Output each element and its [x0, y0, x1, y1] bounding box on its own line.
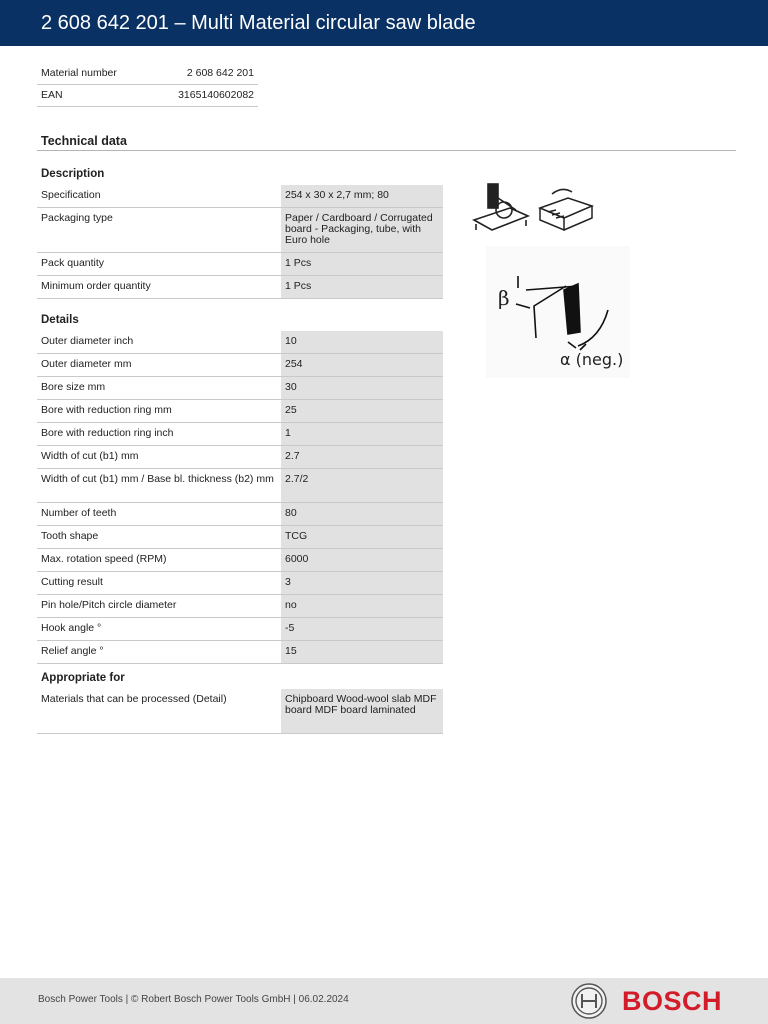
row-value: 254 x 30 x 2,7 mm; 80 [281, 185, 443, 207]
row-value: 25 [281, 400, 443, 422]
technical-data-heading: Technical data [41, 134, 127, 148]
table-row [37, 595, 443, 618]
table-row [37, 208, 443, 253]
alpha-label: α (neg.) [560, 350, 624, 369]
row-value: Paper / Cardboard / Corrugated board - Packaging, tube, with Euro hole [281, 208, 443, 252]
table-saw-icon-wrap [536, 184, 596, 239]
table-row [37, 400, 443, 423]
row-label: Specification [41, 189, 101, 201]
row-value: 10 [281, 331, 443, 353]
table-row [37, 423, 443, 446]
table-row [37, 276, 443, 299]
page-title: 2 608 642 201 – Multi Material circular saw blade [41, 12, 476, 34]
ean-value: 3165140602082 [178, 89, 254, 101]
row-label: Packaging type [41, 212, 113, 224]
table-row [37, 549, 443, 572]
row-label: Bore with reduction ring mm [41, 404, 172, 416]
table-row [37, 526, 443, 549]
table-row [37, 331, 443, 354]
table-row [37, 689, 443, 734]
table-row [37, 377, 443, 400]
row-label: Relief angle ° [41, 645, 104, 657]
row-label: Hook angle ° [41, 622, 102, 634]
row-label: Minimum order quantity [41, 280, 151, 292]
row-value: 1 [281, 423, 443, 445]
table-row [37, 641, 443, 664]
row-label: Width of cut (b1) mm / Base bl. thickness (b2) mm [41, 473, 274, 485]
ean-row [37, 85, 258, 107]
row-label: Width of cut (b1) mm [41, 450, 139, 462]
appropriate-for-section [37, 667, 443, 734]
bosch-brand: BOSCH [622, 986, 723, 1016]
row-value: 1 Pcs [281, 276, 443, 298]
footer-text: Bosch Power Tools | © Robert Bosch Power Tools GmbH | 06.02.2024 [38, 994, 349, 1005]
technical-data-divider [37, 150, 736, 151]
material-number-value: 2 608 642 201 [186, 67, 254, 79]
row-label: Number of teeth [41, 507, 117, 519]
description-section [37, 163, 443, 299]
table-row [37, 618, 443, 641]
row-label: Cutting result [41, 576, 103, 588]
row-label: Max. rotation speed (RPM) [41, 553, 167, 565]
bosch-armature-icon [570, 982, 608, 1020]
row-value: no [281, 595, 443, 617]
table-row [37, 446, 443, 469]
row-value: Chipboard Wood-wool slab MDF board MDF board laminated [281, 689, 443, 733]
identifier-table [37, 63, 258, 107]
row-label: Outer diameter inch [41, 335, 134, 347]
table-row [37, 253, 443, 276]
table-row [37, 185, 443, 208]
page-footer [0, 978, 768, 1024]
table-row [37, 469, 443, 503]
details-section [37, 309, 443, 664]
row-label: Tooth shape [41, 530, 99, 542]
row-label: Bore with reduction ring inch [41, 427, 174, 439]
table-row [37, 354, 443, 377]
row-value: 2.7 [281, 446, 443, 468]
row-value: 6000 [281, 549, 443, 571]
tooth-angle-diagram [486, 246, 630, 378]
row-value: 15 [281, 641, 443, 663]
row-label: Outer diameter mm [41, 358, 132, 370]
row-value: 2.7/2 [281, 469, 443, 502]
row-value: 30 [281, 377, 443, 399]
section-title: Details [41, 314, 79, 326]
table-row [37, 572, 443, 595]
beta-label: β [498, 286, 510, 310]
row-label: Materials that can be processed (Detail) [41, 693, 227, 705]
row-value: -5 [281, 618, 443, 640]
ean-label: EAN [41, 89, 63, 101]
row-value: 80 [281, 503, 443, 525]
page-header [0, 0, 768, 46]
row-label: Pack quantity [41, 257, 105, 269]
material-number-row [37, 63, 258, 85]
row-label: Bore size mm [41, 381, 106, 393]
row-value: TCG [281, 526, 443, 548]
table-saw-icon [536, 184, 596, 234]
row-value: 1 Pcs [281, 253, 443, 275]
table-row [37, 503, 443, 526]
row-label: Pin hole/Pitch circle diameter [41, 599, 177, 611]
material-number-label: Material number [41, 67, 117, 79]
row-value: 254 [281, 354, 443, 376]
section-title: Description [41, 168, 105, 180]
row-value: 3 [281, 572, 443, 594]
section-title: Appropriate for [41, 672, 125, 684]
